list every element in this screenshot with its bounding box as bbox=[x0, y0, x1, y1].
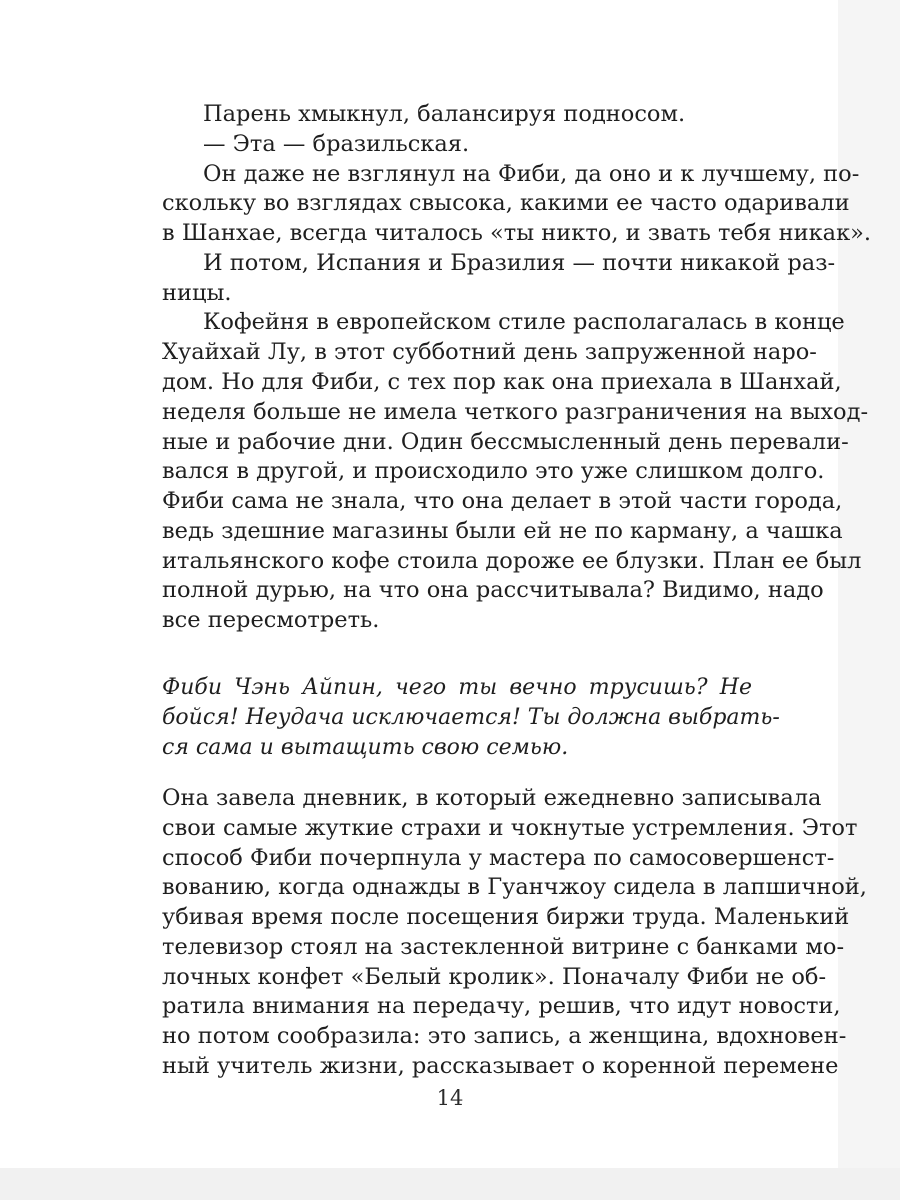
italic-line: бойся! Неудача исключается! Ты должна выбрать- bbox=[162, 705, 780, 731]
text-line: лочных конфет «Белый кролик». Поначалу Фиби не об- bbox=[162, 963, 827, 990]
text-line: ный учитель жизни, рассказывает о коренной перемене bbox=[162, 1053, 839, 1079]
text-line: телевизор стоял на застекленной витрине с банками мо- bbox=[162, 933, 845, 960]
text-line: Кофейня в европейском стиле располагалась в конце bbox=[203, 309, 845, 336]
text-line: в Шанхае, всегда читалось «ты никто, и звать тебя никак». bbox=[162, 220, 872, 247]
text-line: но потом сообразила: это запись, а женщина, вдохновен- bbox=[162, 1023, 847, 1050]
text-line: ные и рабочие дни. Один бессмысленный день перевали- bbox=[162, 428, 849, 455]
text-line: ведь здешние магазины были ей не по карману, а чашка bbox=[162, 517, 843, 544]
text-line: вованию, когда однажды в Гуанчжоу сидела в лапшичной, bbox=[162, 874, 867, 901]
text-line: — Эта — бразильская. bbox=[203, 130, 470, 157]
italic-line: Фиби Чэнь Айпин, чего ты вечно трусишь? Не bbox=[162, 675, 752, 701]
italic-line: ся сама и вытащить свою семью. bbox=[162, 734, 569, 760]
text-line: Хуайхай Лу, в этот субботний день запруженной наро- bbox=[162, 339, 817, 366]
text-line: убивая время после посещения биржи труда. Маленький bbox=[162, 904, 850, 931]
text-line: Парень хмыкнул, балансируя подносом. bbox=[203, 101, 686, 127]
text-line: Он даже не взглянул на Фиби, да оно и к лучшему, по- bbox=[203, 160, 860, 187]
text-line: ратила внимания на передачу, решив, что идут новости, bbox=[162, 993, 841, 1020]
text-line: И потом, Испания и Бразилия — почти никакой раз- bbox=[203, 249, 836, 276]
text-line: неделя больше не имела четкого разграничения на выход- bbox=[162, 398, 869, 425]
text-line: скольку во взглядах свысока, какими ее часто одаривали bbox=[162, 190, 850, 217]
text-line: ницы. bbox=[162, 279, 232, 306]
text-line: итальянского кофе стоила дороже ее блузки. План ее был bbox=[162, 547, 862, 574]
text-line: Фиби сама не знала, что она делает в этой части города, bbox=[162, 488, 843, 515]
page-number: 14 bbox=[436, 1086, 464, 1110]
text-line: вался в другой, и происходило это уже слишком долго. bbox=[162, 458, 825, 485]
text-line: Она завела дневник, в который ежедневно записывала bbox=[162, 785, 822, 811]
text-line: способ Фиби почерпнула у мастера по самосовершенст- bbox=[162, 844, 835, 871]
text-line: дом. Но для Фиби, с тех пор как она приехала в Шанхай, bbox=[162, 368, 842, 395]
text-line: полной дурью, на что она рассчитывала? Видимо, надо bbox=[162, 577, 824, 604]
text-line: все пересмотреть. bbox=[162, 607, 380, 634]
text-line: свои самые жуткие страхи и чокнутые устремления. Этот bbox=[162, 814, 858, 841]
